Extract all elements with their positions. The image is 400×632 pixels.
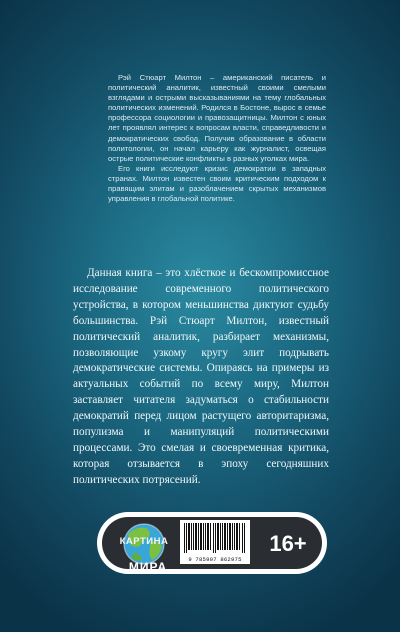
publisher-logo <box>100 512 188 576</box>
logo-text-top: КАРТИНА <box>119 536 169 547</box>
age-rating: 16+ <box>269 531 307 556</box>
author-bio <box>108 73 326 204</box>
isbn-barcode <box>180 520 250 564</box>
annotation-text: Данная книга – это хлёсткое и бескомпромиссное исследование современного политического устройства, в котором меньшинства диктуют судьбу большинства. Рэй Стюарт Милтон, известный политический аналитик, разбирает механизмы, позволяющие узкому кругу элит подрывать демократические системы. Опираясь на примеры из актуальных событий по всему миру, Милтон заставляет читателя задуматься о стабильности демократий перед лицом растущего авторитаризма, популизма и манипуляций политическими процессами. Это смелая и своевременная критика, которая отзывается в эпоху сегодняшних политических потрясений. <box>73 267 329 486</box>
barcode-number: 9 785907 862975 <box>188 556 242 563</box>
barcode-icon <box>180 520 250 556</box>
author-bio-paragraph: Его книги исследуют кризис демократии в западных странах. Милтон известен своим критическим подходом к правящим элитам и разоблачением скрытых механизмов управления в глобальной политике. <box>108 163 326 204</box>
author-bio-paragraph: Рэй Стюарт Милтон – американский писатель и политический аналитик, известный своими смелыми взглядами и острыми высказываниями на тему глобальных политических изменений. Родился в Бостоне, вырос в семье профессора социологии и правозащитницы. Милтон с юных лет проявлял интерес к вопросам власти, справедливости и демократических свобод. Получив образование в области политологии, он начал карьеру как журналист, освещая острые политические конфликты в разных уголках мира. <box>108 73 326 163</box>
book-annotation <box>73 266 329 489</box>
logo-text-bottom: МИРА <box>128 560 168 574</box>
